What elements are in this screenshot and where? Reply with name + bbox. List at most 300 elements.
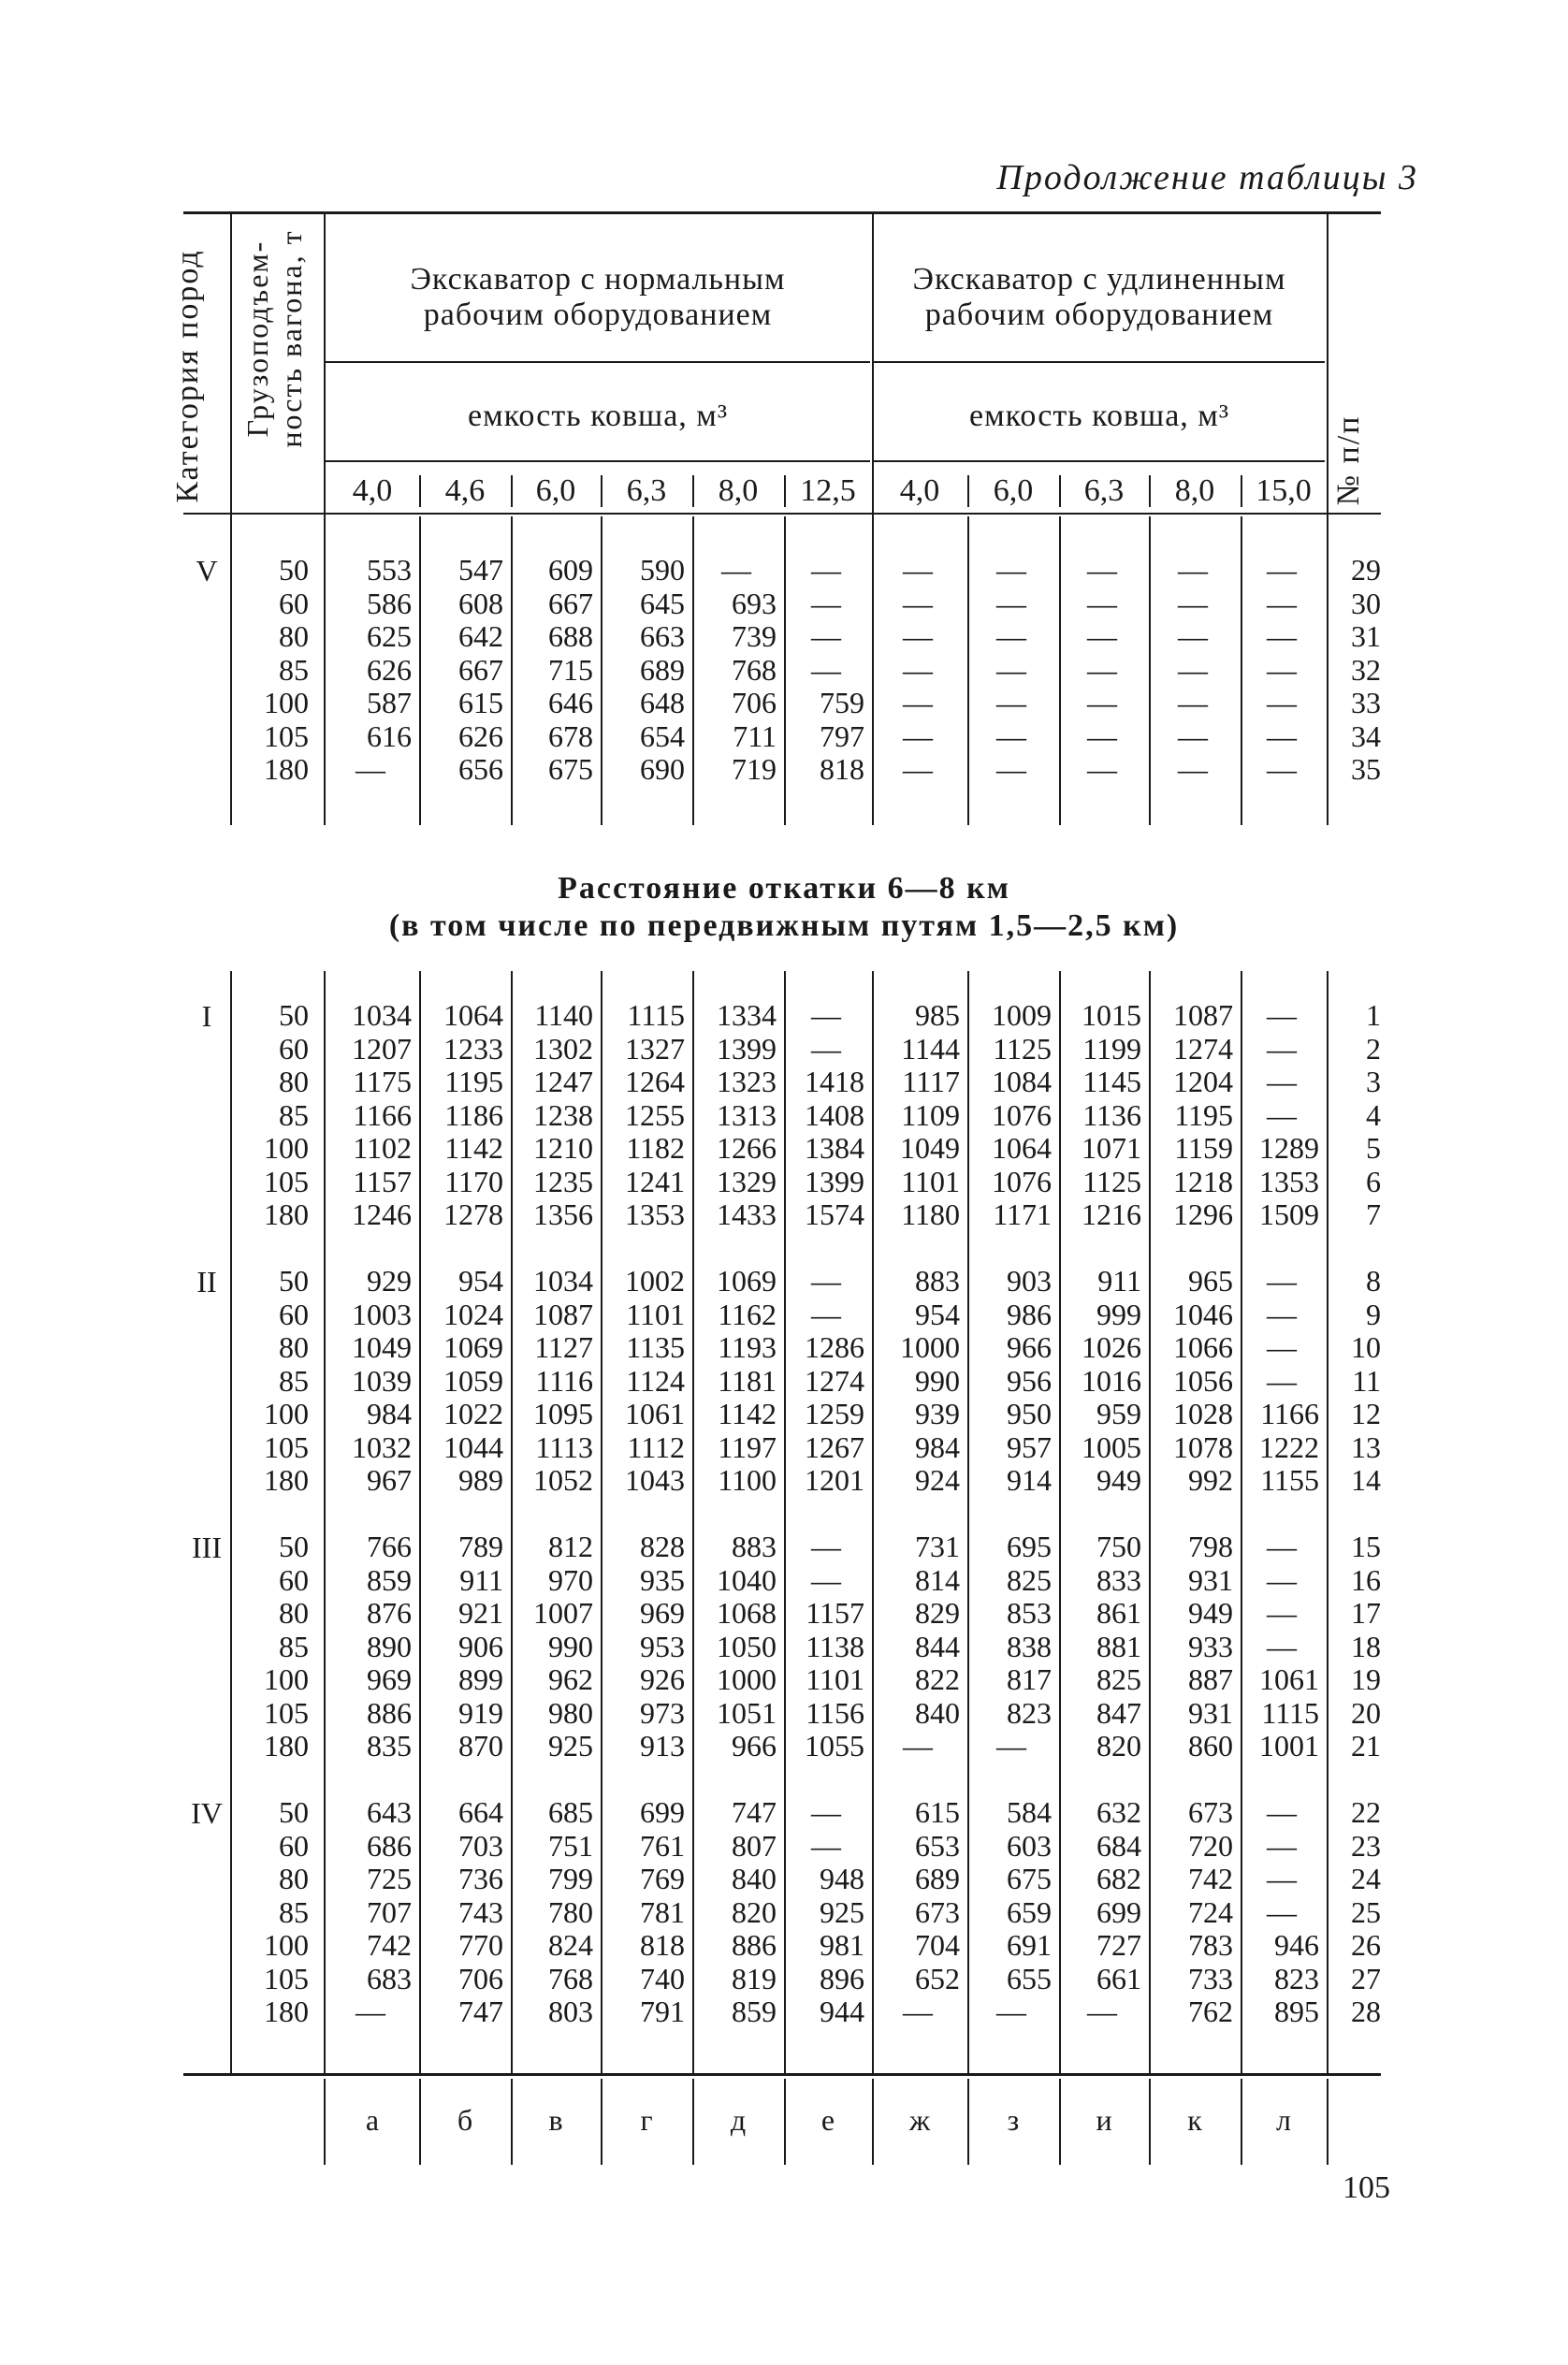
data-cell: 840	[732, 1862, 777, 1895]
bucket-capacity-extended: 8,0	[1174, 473, 1215, 508]
load-value: 85	[279, 1097, 309, 1132]
data-cell: 1175	[353, 1065, 412, 1098]
data-cell: 899	[458, 1662, 503, 1696]
data-cell: 1144	[901, 1031, 960, 1066]
data-cell: 903	[1007, 1264, 1052, 1298]
data-cell: 1180	[901, 1197, 960, 1231]
row-number: 9	[1366, 1297, 1381, 1331]
data-cell: 1353	[625, 1197, 685, 1231]
data-cell: —	[1267, 652, 1297, 687]
data-cell: 925	[548, 1729, 593, 1763]
footer-divider	[967, 2079, 969, 2165]
data-cell: 1327	[625, 1031, 685, 1066]
data-cell: 1039	[352, 1363, 412, 1398]
data-cell: 847	[1096, 1695, 1141, 1730]
data-cell: —	[1267, 1596, 1297, 1630]
row-number: 13	[1351, 1429, 1381, 1464]
data-column	[1153, 1796, 1233, 2029]
data-cell: 1329	[717, 1164, 777, 1198]
load-value: 50	[279, 1530, 309, 1563]
data-cell: 1142	[718, 1397, 777, 1430]
data-cell: 711	[733, 718, 777, 753]
column-letter: г	[640, 2103, 653, 2137]
data-cell: —	[1087, 586, 1117, 620]
row-number: 16	[1351, 1562, 1381, 1597]
data-cell: 626	[367, 652, 412, 687]
data-cell: 1115	[1261, 1695, 1319, 1730]
data-cell: —	[996, 553, 1026, 587]
data-cell: 661	[1096, 1961, 1141, 1995]
data-cell: 1049	[352, 1330, 412, 1364]
data-cell: 929	[367, 1264, 412, 1298]
footer-divider	[1241, 2079, 1242, 2165]
data-cell: 835	[367, 1729, 412, 1763]
data-cell: 1064	[992, 1131, 1052, 1165]
data-cell: 1170	[444, 1164, 503, 1198]
data-column	[515, 1531, 593, 1763]
data-cell: 1095	[533, 1397, 593, 1430]
load-value: 100	[264, 686, 309, 719]
data-cell: 1142	[444, 1131, 503, 1165]
data-cell: 969	[640, 1596, 685, 1630]
data-cell: 1116	[535, 1363, 593, 1398]
bucket-label-extended: емкость ковша, м³	[968, 399, 1230, 433]
data-cell: 819	[732, 1961, 777, 1995]
footer-divider	[419, 2079, 421, 2165]
footer-divider	[324, 2079, 326, 2165]
group-extended-line2: рабочим оборудованием	[924, 297, 1274, 332]
row-number: 20	[1351, 1695, 1381, 1730]
data-cell: —	[996, 752, 1026, 786]
column-divider	[601, 971, 603, 2073]
data-cell: 719	[732, 752, 777, 786]
data-cell: 685	[548, 1795, 593, 1829]
load-column	[232, 999, 309, 1232]
load-value: 50	[279, 1795, 309, 1829]
data-column	[1244, 1531, 1319, 1763]
data-column	[696, 1265, 777, 1498]
data-cell: 731	[915, 1530, 960, 1563]
row-number-column	[1332, 1265, 1381, 1498]
data-cell: 1052	[533, 1463, 593, 1497]
row-number: 19	[1351, 1662, 1381, 1696]
data-cell: 914	[1007, 1463, 1052, 1497]
row-number: 31	[1351, 619, 1381, 653]
data-cell: 652	[915, 1961, 960, 1995]
data-column	[515, 1265, 593, 1498]
load-column	[232, 1265, 309, 1498]
data-cell: —	[1087, 686, 1117, 719]
column-letter: а	[365, 2103, 380, 2137]
data-cell: 1155	[1260, 1463, 1319, 1497]
data-cell: 887	[1188, 1662, 1233, 1696]
load-column	[232, 554, 309, 787]
header-subrule	[874, 460, 1325, 462]
column-divider	[1059, 516, 1061, 825]
data-column	[329, 554, 412, 787]
data-cell: 1087	[533, 1297, 593, 1331]
data-column	[329, 1265, 412, 1498]
data-cell: 1043	[625, 1463, 685, 1497]
data-cell: 769	[640, 1862, 685, 1895]
data-cell: 1138	[806, 1629, 864, 1663]
data-cell: 828	[640, 1530, 685, 1563]
column-letter: е	[820, 2103, 835, 2137]
data-cell: 966	[732, 1729, 777, 1763]
data-cell: 1040	[717, 1562, 777, 1597]
data-column	[876, 1531, 960, 1763]
data-cell: 1186	[444, 1097, 503, 1132]
data-cell: 820	[1096, 1729, 1141, 1763]
data-cell: 1246	[352, 1197, 412, 1231]
data-cell: —	[1267, 586, 1297, 620]
row-number: 8	[1366, 1264, 1381, 1298]
column-letter: ж	[908, 2103, 931, 2137]
row-number: 2	[1366, 1031, 1381, 1066]
row-number: 14	[1351, 1463, 1381, 1497]
data-cell: 1274	[1173, 1031, 1233, 1066]
data-cell: 1210	[533, 1131, 593, 1165]
load-value: 60	[279, 586, 309, 620]
column-letter: б	[457, 2103, 473, 2137]
data-cell: 1024	[443, 1297, 503, 1331]
data-cell: —	[1267, 718, 1297, 753]
load-value: 180	[264, 1729, 309, 1763]
data-column	[971, 554, 1052, 787]
data-column	[971, 1531, 1052, 1763]
data-column	[329, 1796, 412, 2029]
row-number: 30	[1351, 586, 1381, 620]
capacity-divider	[1241, 475, 1242, 507]
load-value: 60	[279, 1031, 309, 1066]
data-cell: 965	[1188, 1264, 1233, 1298]
data-cell: 1296	[1173, 1197, 1233, 1231]
data-cell: 999	[1096, 1297, 1141, 1331]
data-cell: 1007	[533, 1596, 593, 1630]
data-cell: 1171	[993, 1197, 1052, 1231]
data-column	[1153, 1531, 1233, 1763]
row-number-column	[1332, 1531, 1381, 1763]
data-column	[604, 1265, 685, 1498]
data-cell: 1193	[718, 1330, 777, 1364]
data-column	[423, 1796, 503, 2029]
data-cell: —	[996, 686, 1026, 719]
category-label: II	[196, 1265, 217, 1299]
page-number: 105	[1343, 2170, 1390, 2205]
top-rule	[183, 211, 1381, 214]
data-cell: —	[1087, 1995, 1117, 2028]
data-column	[1244, 554, 1319, 787]
data-cell: 1102	[353, 1131, 412, 1165]
data-cell: 1005	[1082, 1429, 1141, 1464]
data-column	[604, 999, 685, 1232]
column-letter: и	[1096, 2103, 1112, 2137]
data-cell: 886	[732, 1928, 777, 1962]
data-cell: 1433	[717, 1197, 777, 1231]
data-cell: 1087	[1173, 998, 1233, 1032]
data-cell: 1084	[992, 1065, 1052, 1098]
data-cell: —	[721, 553, 751, 587]
load-value: 105	[264, 1695, 309, 1730]
data-column	[1063, 1265, 1141, 1498]
data-cell: 1071	[1082, 1131, 1141, 1165]
row-number: 5	[1366, 1131, 1381, 1165]
row-number: 11	[1352, 1363, 1381, 1398]
data-cell: 682	[1096, 1862, 1141, 1895]
data-cell: 1078	[1173, 1429, 1233, 1464]
data-cell: 1302	[533, 1031, 593, 1066]
data-cell: 1195	[1174, 1097, 1233, 1132]
data-cell: 970	[548, 1562, 593, 1597]
data-cell: —	[903, 1729, 933, 1763]
data-cell: 791	[640, 1995, 685, 2028]
data-column	[423, 1265, 503, 1498]
section-title-line2: (в том числе по передвижным путям 1,5—2,5 км)	[388, 908, 1180, 943]
load-value: 100	[264, 1397, 309, 1430]
data-cell: 1356	[533, 1197, 593, 1231]
data-cell: —	[996, 619, 1026, 653]
column-divider	[967, 516, 969, 825]
data-cell: —	[811, 1530, 841, 1563]
data-cell: 931	[1188, 1562, 1233, 1597]
load-column	[232, 1796, 309, 2029]
data-cell: 1162	[718, 1297, 777, 1331]
column-divider	[872, 971, 874, 2073]
data-cell: —	[1267, 1795, 1297, 1829]
data-cell: 883	[732, 1530, 777, 1563]
data-cell: 985	[915, 998, 960, 1032]
data-column	[1063, 999, 1141, 1232]
data-cell: 1101	[806, 1662, 864, 1696]
row-number: 24	[1351, 1862, 1381, 1895]
data-cell: 881	[1096, 1629, 1141, 1663]
data-cell: 727	[1096, 1928, 1141, 1962]
data-cell: —	[811, 586, 841, 620]
data-cell: 770	[458, 1928, 503, 1962]
data-cell: —	[903, 553, 933, 587]
data-cell: 931	[1188, 1695, 1233, 1730]
load-value: 105	[264, 718, 309, 753]
bucket-capacity-normal: 8,0	[718, 473, 759, 508]
row-number: 26	[1351, 1928, 1381, 1962]
data-cell: 950	[1007, 1397, 1052, 1430]
data-column	[1063, 1531, 1141, 1763]
data-cell: 1247	[533, 1065, 593, 1098]
data-cell: 1028	[1173, 1397, 1233, 1430]
row-number: 7	[1366, 1197, 1381, 1231]
data-cell: 715	[548, 652, 593, 687]
data-cell: —	[1267, 752, 1297, 786]
data-cell: 966	[1007, 1330, 1052, 1364]
data-cell: 1166	[1260, 1397, 1319, 1430]
data-cell: —	[811, 1297, 841, 1331]
load-value: 105	[264, 1164, 309, 1198]
data-column	[1153, 1265, 1233, 1498]
data-cell: 626	[458, 718, 503, 753]
category-label: V	[196, 554, 218, 588]
data-cell: 704	[915, 1928, 960, 1962]
category-label: IV	[191, 1796, 223, 1830]
data-cell: 818	[640, 1928, 685, 1962]
group-normal-line2: рабочим оборудованием	[423, 297, 773, 332]
data-cell: 720	[1188, 1828, 1233, 1863]
column-header-number: № п/п	[1331, 414, 1366, 506]
data-column	[1063, 1796, 1141, 2029]
column-letter: л	[1276, 2103, 1291, 2137]
data-cell: 1056	[1173, 1363, 1233, 1398]
capacity-divider	[601, 475, 603, 507]
data-cell: 1135	[626, 1330, 685, 1364]
footer-divider	[872, 2079, 874, 2165]
footer-rule	[183, 2073, 1381, 2076]
row-number: 28	[1351, 1995, 1381, 2028]
data-column	[788, 554, 864, 787]
data-cell: 939	[915, 1397, 960, 1430]
column-divider	[601, 516, 603, 825]
load-value: 60	[279, 1828, 309, 1863]
data-cell: 818	[820, 752, 864, 786]
data-cell: 957	[1007, 1429, 1052, 1464]
load-value: 100	[264, 1131, 309, 1165]
data-column	[423, 999, 503, 1232]
data-cell: 587	[367, 686, 412, 719]
data-cell: —	[1178, 718, 1208, 753]
data-cell: 663	[640, 619, 685, 653]
data-cell: 1399	[717, 1031, 777, 1066]
data-cell: —	[1087, 652, 1117, 687]
data-cell: 954	[458, 1264, 503, 1298]
column-header-capacity-line1: Грузоподъем-	[240, 239, 274, 438]
data-cell: 1266	[717, 1131, 777, 1165]
row-number: 29	[1351, 553, 1381, 587]
data-cell: 653	[915, 1828, 960, 1863]
load-value: 50	[279, 553, 309, 587]
data-cell: 646	[548, 686, 593, 719]
data-cell: 948	[820, 1862, 864, 1895]
data-cell: 883	[915, 1264, 960, 1298]
section-title-line1: Расстояние откатки 6—8 км	[558, 871, 1010, 906]
load-value: 60	[279, 1562, 309, 1597]
data-cell: 861	[1096, 1596, 1141, 1630]
data-cell: —	[1267, 1862, 1297, 1895]
data-column	[696, 1796, 777, 2029]
data-cell: 1313	[717, 1097, 777, 1132]
group-extended-title	[874, 262, 1325, 333]
data-cell: 1509	[1259, 1197, 1319, 1231]
data-cell: —	[996, 1729, 1026, 1763]
data-cell: 689	[915, 1862, 960, 1895]
row-number: 17	[1351, 1596, 1381, 1630]
data-cell: 1181	[718, 1363, 777, 1398]
data-cell: 699	[1096, 1894, 1141, 1929]
data-cell: 699	[640, 1795, 685, 1829]
column-letter: к	[1187, 2103, 1202, 2137]
data-cell: 990	[548, 1629, 593, 1663]
data-cell: 1009	[992, 998, 1052, 1032]
load-value: 105	[264, 1961, 309, 1995]
data-cell: 1026	[1082, 1330, 1141, 1364]
data-cell: 911	[1097, 1264, 1141, 1298]
data-cell: 725	[367, 1862, 412, 1895]
data-cell: 781	[640, 1894, 685, 1929]
data-cell: —	[1267, 1065, 1297, 1098]
data-cell: —	[1267, 1629, 1297, 1663]
data-column	[971, 1796, 1052, 2029]
row-number: 32	[1351, 652, 1381, 687]
data-cell: 724	[1188, 1894, 1233, 1929]
data-cell: 820	[732, 1894, 777, 1929]
data-cell: 1069	[717, 1264, 777, 1298]
load-value: 180	[264, 1995, 309, 2028]
data-cell: 1157	[806, 1596, 864, 1630]
data-cell: 688	[548, 619, 593, 653]
data-cell: —	[811, 619, 841, 653]
data-cell: —	[903, 619, 933, 653]
data-cell: 824	[548, 1928, 593, 1962]
data-cell: 1055	[805, 1729, 864, 1763]
data-cell: 783	[1188, 1928, 1233, 1962]
data-cell: 911	[459, 1562, 503, 1597]
data-cell: 1113	[535, 1429, 593, 1464]
data-cell: 1136	[1082, 1097, 1141, 1132]
data-cell: 603	[1007, 1828, 1052, 1863]
data-cell: 1235	[533, 1164, 593, 1198]
data-cell: 642	[458, 619, 503, 653]
data-cell: 547	[458, 553, 503, 587]
data-cell: 853	[1007, 1596, 1052, 1630]
data-cell: 1064	[443, 998, 503, 1032]
data-cell: —	[1267, 1894, 1297, 1929]
data-cell: 1101	[626, 1297, 685, 1331]
data-cell: 833	[1096, 1562, 1141, 1597]
data-cell: 822	[915, 1662, 960, 1696]
continuation-caption: Продолжение таблицы 3	[996, 158, 1418, 197]
data-column	[788, 1265, 864, 1498]
data-cell: 896	[820, 1961, 864, 1995]
data-cell: —	[1267, 1530, 1297, 1563]
group-extended-line1: Экскаватор с удлиненным	[912, 262, 1286, 297]
data-cell: 750	[1096, 1530, 1141, 1563]
load-column	[232, 1531, 309, 1763]
data-cell: 838	[1007, 1629, 1052, 1663]
data-column	[696, 999, 777, 1232]
load-value: 50	[279, 1264, 309, 1298]
data-cell: 742	[367, 1928, 412, 1962]
data-cell: —	[811, 1264, 841, 1298]
load-value: 180	[264, 752, 309, 786]
data-cell: —	[903, 1995, 933, 2028]
data-cell: 678	[548, 718, 593, 753]
data-cell: 664	[458, 1795, 503, 1829]
data-cell: 667	[458, 652, 503, 687]
data-cell: —	[811, 1562, 841, 1597]
data-cell: 1061	[1259, 1662, 1319, 1696]
data-cell: 1238	[533, 1097, 593, 1132]
column-header-category: Категория пород	[170, 249, 205, 503]
bucket-capacity-normal: 6,3	[626, 473, 667, 508]
data-cell: 798	[1188, 1530, 1233, 1563]
data-cell: 1222	[1259, 1429, 1319, 1464]
row-number: 18	[1351, 1629, 1381, 1663]
footer-divider	[511, 2079, 513, 2165]
bucket-capacity-extended: 6,3	[1083, 473, 1125, 508]
row-number-column	[1332, 554, 1381, 787]
data-cell: 1157	[353, 1164, 412, 1198]
row-number-column	[1332, 1796, 1381, 2029]
data-cell: 797	[820, 718, 864, 753]
data-cell: —	[1267, 1031, 1297, 1066]
data-column	[876, 554, 960, 787]
